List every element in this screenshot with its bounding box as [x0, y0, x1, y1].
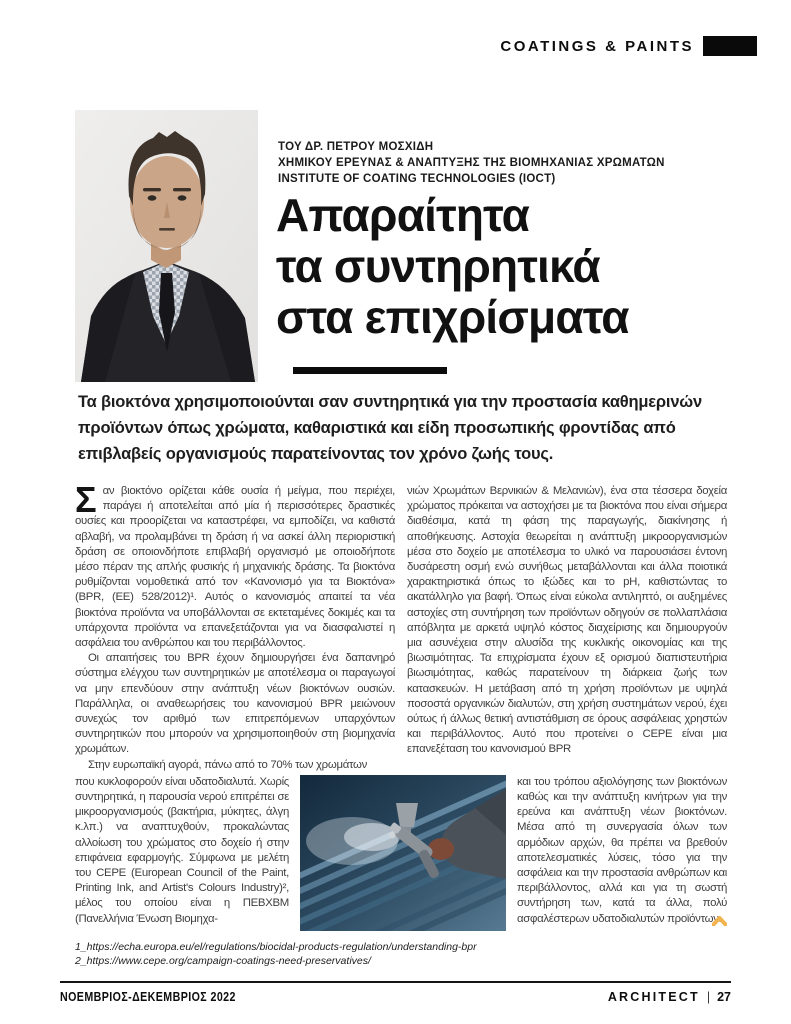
author-portrait-photo	[75, 110, 258, 382]
byline-role: ΧΗΜΙΚΟΥ ΕΡΕΥΝΑΣ & ΑΝΑΠΤΥΞΗΣ ΤΗΣ ΒΙΟΜΗΧΑΝΙΑΣ ΧΡΩΜΑΤΩΝ	[278, 157, 665, 169]
drop-cap: Σ	[75, 479, 97, 520]
portrait-illustration	[75, 110, 258, 382]
title-line-1: Απαραίτητα	[276, 189, 530, 241]
body-column-right	[407, 484, 727, 773]
footer-page-number: 27	[717, 990, 731, 1004]
paragraph-final-text: και του τρόπου αξιολόγησης των βιοκτόνων καθώς και την ανάπτυξη κινήτρων για την ερεύνα και ανάπτυξη νέων βιοκτόνων. Μέσα από τη συνεργασία όλων των αρμόδιων αρχών, θα πρέπει να βρεθούν αποτελεσματικές λύσεις, τόσο για την ασφάλεια και την προστασία ανθρώπων και περιβάλλοντος, αλλά και για τη σωστή συντήρηση των, κατά τα άλλα, πολύ ασφαλέστερων υδατοδιαλυτών προϊόντων.	[517, 775, 727, 925]
byline-author: ΤΟΥ ΔΡ. ΠΕΤΡΟΥ ΜΟΣΧΙΔΗ	[278, 141, 434, 153]
footer-page-info	[608, 990, 731, 1004]
byline-institute: INSTITUTE OF COATING TECHNOLOGIES (IOCT)	[278, 173, 556, 185]
section-header	[500, 36, 757, 56]
title-underline	[293, 367, 447, 374]
title-line-3: στα επιχρίσματα	[276, 291, 629, 343]
paragraph-final-wrap	[517, 775, 727, 927]
paragraph-1-text: αν βιοκτόνο ορίζεται κάθε ουσία ή μείγμα, που περιέχει, παράγει ή αποτελείται από μία ή περισσότερες δραστικές ουσίες και προορίζεται να καταστρέφει, να εμποδίζει, να καθιστά αβλαβή, να προλαμβάνει τη δράση ή να ασκεί άλλη περιοριστική δράση σε οποιονδήποτε επιβλαβή οργανισμό με οποιοδήποτε μέσο πέραν της απλής φυσικής ή μηχανικής δράσης. Τα βιοκτόνα ρυθμίζονται νομοθετικά από τον «Κανονισμό για τα Βιοκτόνα» (BPR, (ΕΕ) 528/2012)¹. Αυτός ο κανονισμός απαιτεί τα νέα βιοκτόνα προϊόντα να υποβάλλονται σε εκτεταμένες δοκιμές και τα υπάρχοντα προϊόντα να επανεξετάζονται για να διασφαλιστεί η ασφάλεια του ανθρώπου και του περιβάλλοντος.	[75, 485, 395, 650]
paragraph-3-start: Στην ευρωπαϊκή αγορά, πάνω από το 70% των χρωμάτων	[88, 758, 368, 771]
spray-photo-illustration	[300, 775, 506, 931]
footer-separator: |	[706, 990, 711, 1004]
footnote-1: 1_https://echa.europa.eu/el/regulations/biocidal-products-regulation/understanding-bpr	[75, 940, 477, 953]
footer-magazine-name: ARCHITECT	[607, 990, 700, 1004]
footer-issue-date: ΝΟΕΜΒΡΙΟΣ-ΔΕΚΕΜΒΡΙΟΣ 2022	[60, 989, 236, 1004]
lead-paragraph: Τα βιοκτόνα χρησιμοποιούνται σαν συντηρητικά για την προστασία καθημερινών προϊόντων όπως χρώματα, καθαριστικά και είδη προσωπικής φροντίδας από επιβλαβείς οργανισμούς παρατείνοντας τον χρόνο ζωής τους.	[78, 393, 703, 463]
body-column-left	[75, 479, 395, 773]
paragraph-2: Οι απαιτήσεις του BPR έχουν δημιουργήσει ένα δαπανηρό σύστημα ελέγχου των συντηρητικών με αποτέλεσμα οι παραγωγοί να μην επενδύουν στην ανάπτυξη νέων βιοκτόνων ουσιών. Παράλληλα, οι αναθεωρήσεις του κανονισμού BPR μειώνουν συνεχώς τον αριθμό των επιτρεπόμενων υπαρχόντων συντηρητικών που μπορούν να χρησιμοποιηθούν στη βιομηχανία χρωμάτων.	[75, 652, 395, 756]
footnote-2: 2_https://www.cepe.org/campaign-coatings-need-preservatives/	[75, 955, 371, 968]
paragraph-3-continued: που κυκλοφορούν είναι υδατοδιαλυτά. Χωρίς συντηρητικά, η παρουσία νερού επιτρέπει σε μικροοργανισμούς (βακτήρια, μύκητες, άλγη κ.λπ.) να αναπτυχθούν, προκαλώντας αλλοίωση του χρώματος στο δοχείο ή στην επιφάνεια εφαρμογής. Σύμφωνα με μελέτη του CEPE (European Council of the Paint, Printing Ink, and Artist's Colours Industry)², μέλος του οποίου είναι η ΠΕΒΧΒΜ (Πανελλήνια Ένωση Βιομηχα-	[75, 775, 289, 925]
paragraph-1	[75, 479, 395, 651]
article-title	[276, 190, 629, 343]
byline	[278, 139, 665, 187]
article-body	[75, 479, 727, 969]
paragraph-right-column: νιών Χρωμάτων Βερνικιών & Μελανιών), ένα στα τέσσερα δοχεία χρώματος πρόκειται να αστοχήσει με τα βιοκτόνα που είναι σήμερα διαθέσιμα, κατά τη φάση της παραγωγής, διακίνησης ή αποθήκευσης. Αστοχία θεωρείται η ανάπτυξη μικροοργανισμών μέσα στο δοχείο με αποτέλεσμα το υλικό να παρουσιάσει έντονη δυσάρεστη οσμή ενώ συνήθως μεταβάλλονται και άλλα ποιοτικά χαρακτηριστικά όπως το ιξώδες και το pH, καθιστώντας το ακατάλληλο για βαφή. Όπως είναι εύκολα αντιληπτό, οι αυξημένες αστοχίες στη συντήρηση των προϊόντων οδηγούν σε πολλαπλάσια απόβλητα με αρκετά υψηλό κόστος διαχείρισης και δημιουργούν μια ασυνέχεια στην αλυσίδα της κυκλικής οικονομίας και της βιωσιμότητας. Τα επιχρίσματα έχουν εξ ορισμού διαπιστευτήρια βιωσιμότητας, καθώς παρατείνουν τη διάρκεια ζωής των κατασκευών. Η μετάβαση από τη χρήση προϊόντων με υψηλά ποσοστά οργανικών διαλυτών, στη χρήση συστημάτων νερού, έχει ούτως ή άλλως θετική αντιστάθμιση σε όρους ασφάλειας χρηστών και περιβάλλοντος. Αυτό που προτείνει ο CEPE είναι μια επανεξέταση του κανονισμού BPR	[407, 485, 727, 756]
section-color-bar	[703, 36, 757, 56]
section-label: COATINGS & PAINTS	[500, 37, 694, 55]
footnotes	[75, 940, 727, 969]
chevron-up-icon	[712, 916, 727, 926]
body-wrap-row	[75, 775, 727, 931]
body-columns-top	[75, 479, 727, 773]
spray-painting-photo	[300, 775, 506, 931]
footer-rule	[60, 981, 731, 983]
title-line-2: τα συντηρητικά	[276, 240, 600, 292]
